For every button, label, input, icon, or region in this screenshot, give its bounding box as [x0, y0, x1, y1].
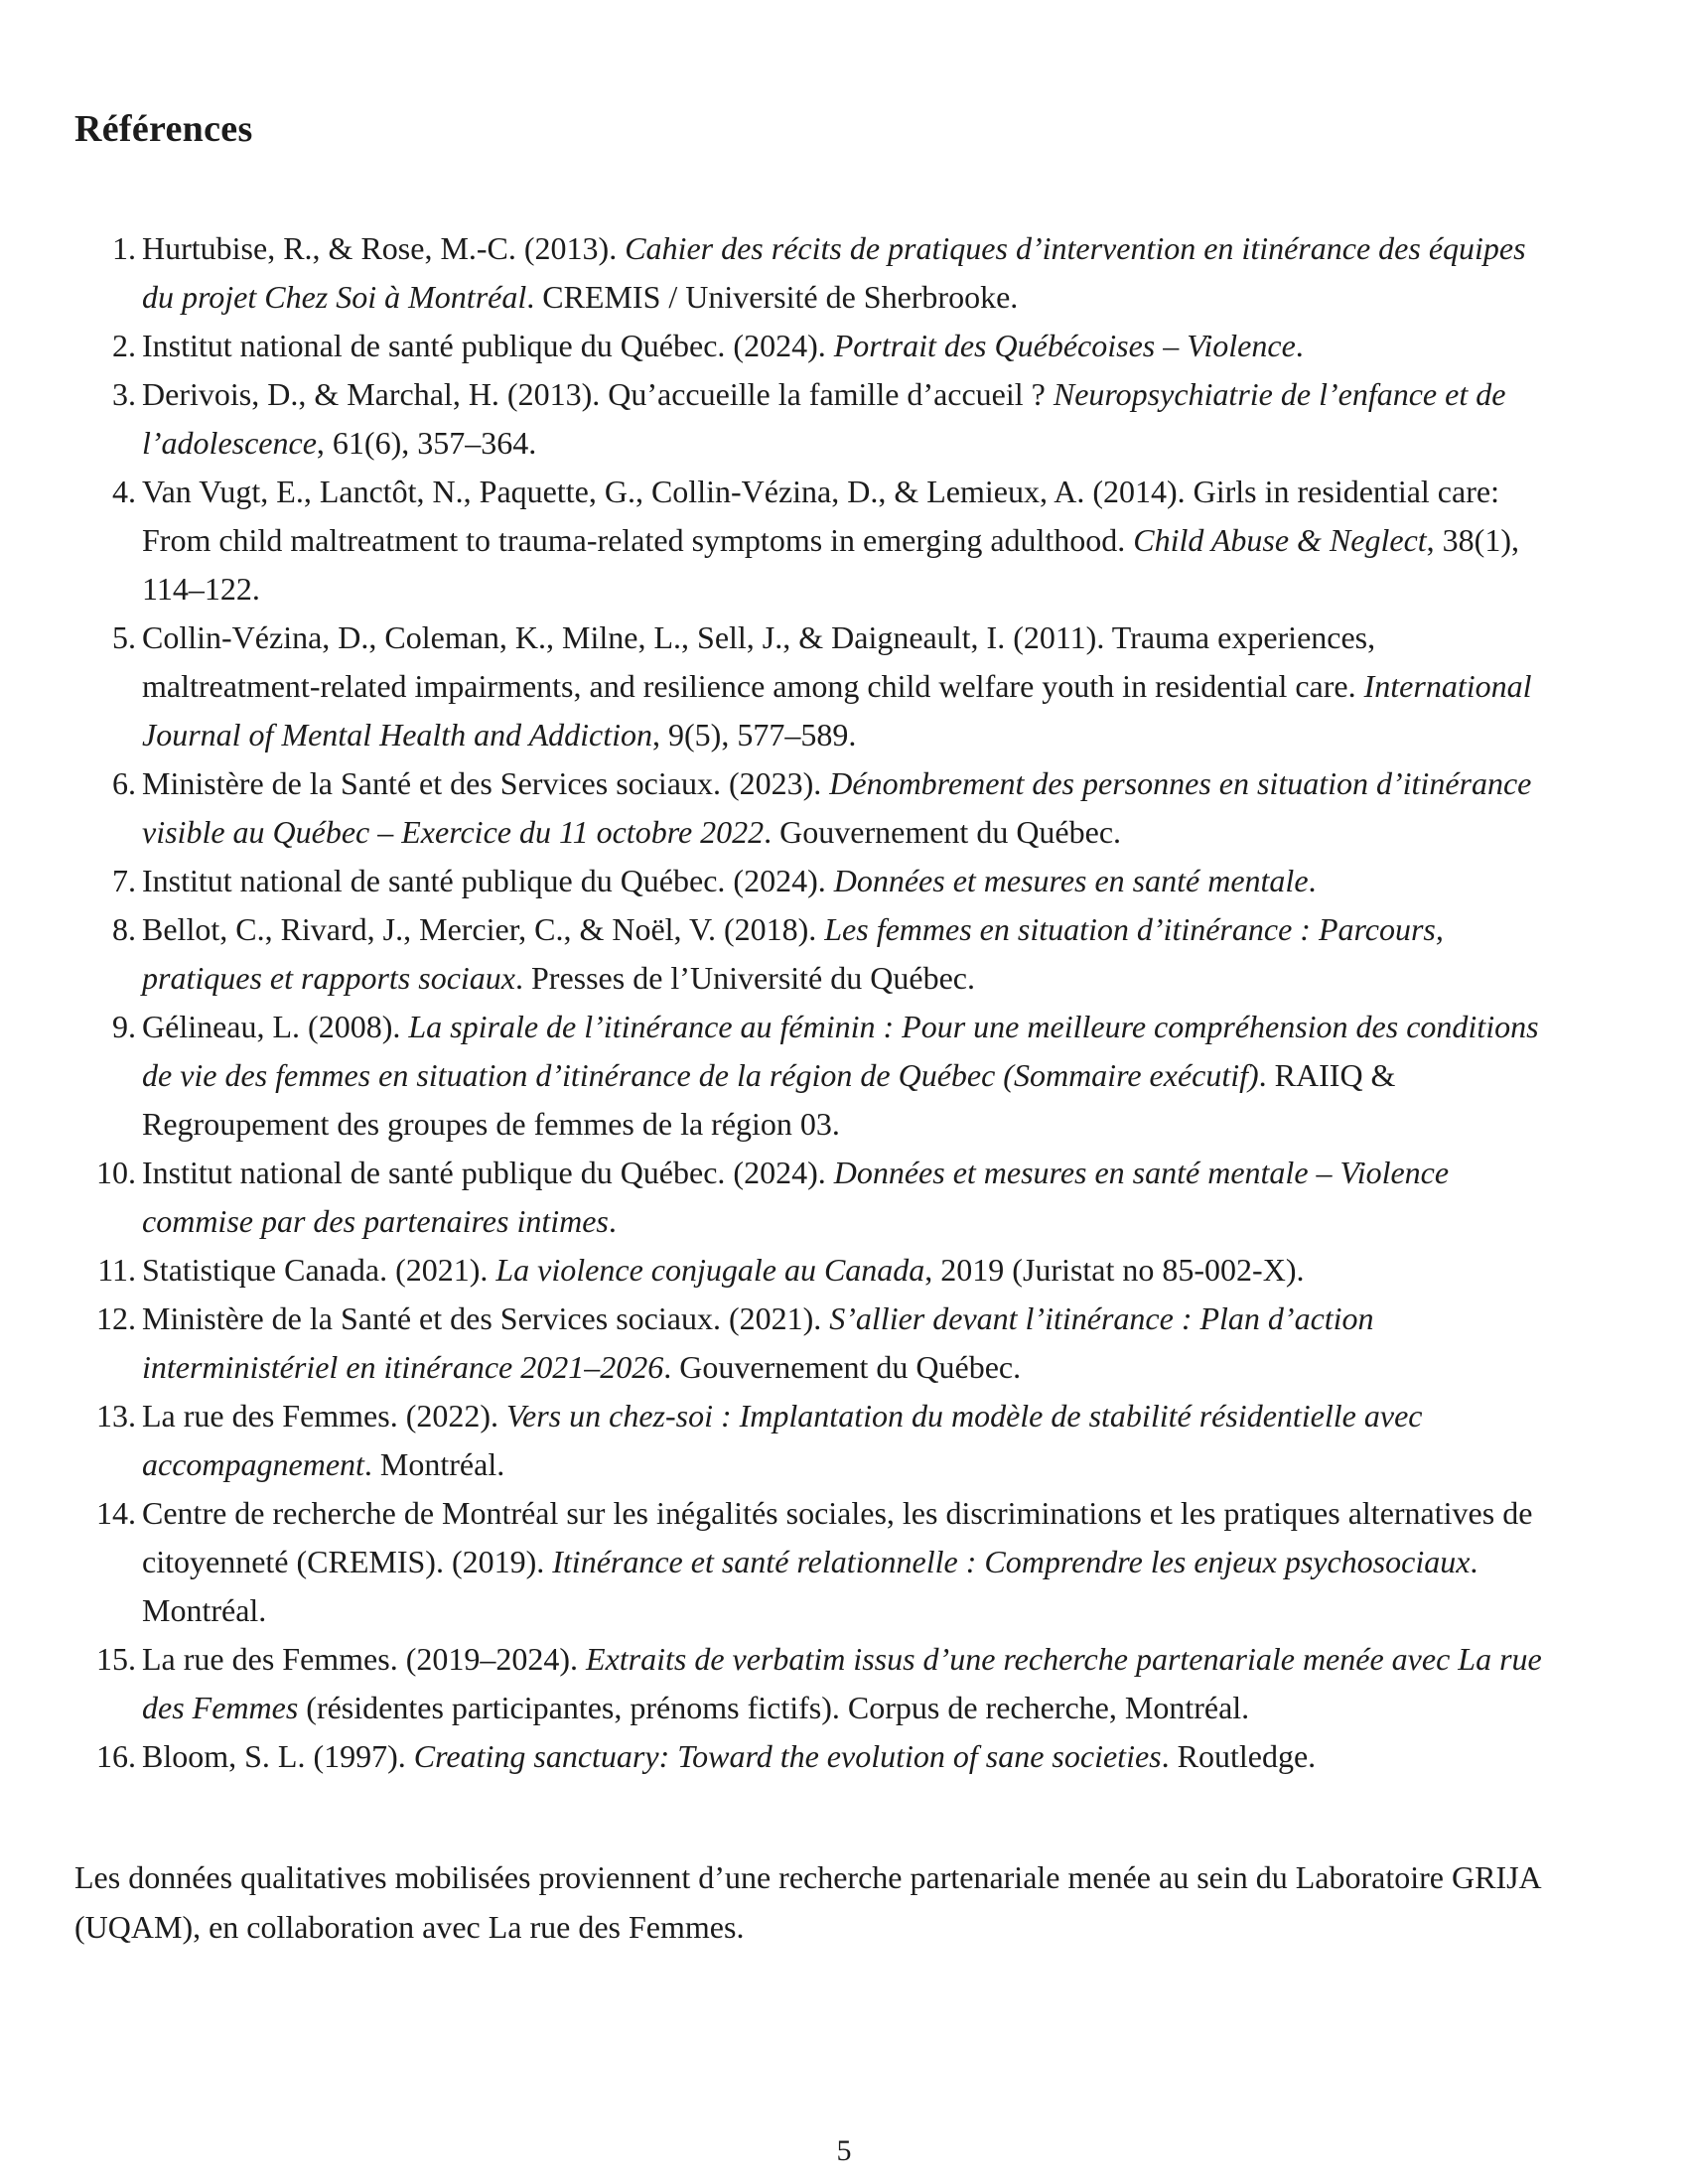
reference-text: Derivois, D., & Marchal, H. (2013). Qu’accueille la famille d’accueil ? — [142, 376, 1054, 412]
reference-item — [112, 224, 1559, 322]
reference-text: . — [1295, 328, 1304, 363]
reference-text: Collin-Vézina, D., Coleman, K., Milne, L., Sell, J., & Daigneault, I. (2011). Trauma experiences, maltreatment-related impairments, and resilience among child welfare youth in residential care. — [142, 619, 1376, 704]
reference-text: . Montréal. — [363, 1446, 505, 1482]
reference-item — [112, 857, 1559, 905]
reference-text: Ministère de la Santé et des Services sociaux. (2021). — [142, 1300, 830, 1336]
reference-number: 3. — [112, 376, 136, 412]
reference-title-italic: Portrait des Québécoises – Violence — [833, 328, 1296, 363]
reference-item — [97, 1246, 1559, 1295]
reference-item — [96, 1149, 1559, 1246]
reference-text: . Gouvernement du Québec. — [764, 814, 1122, 850]
reference-text: Institut national de santé publique du Québec. (2024). — [142, 863, 834, 898]
reference-title-italic: Données et mesures en santé mentale — [833, 863, 1309, 898]
reference-number: 1. — [112, 230, 136, 266]
reference-item — [112, 322, 1559, 370]
reference-title-italic: Vers un chez-soi : Implantation du modèle de stabilité résidentielle avec accompagnement — [142, 1398, 1423, 1482]
reference-text: . — [1308, 863, 1317, 898]
reference-title-italic: Creating sanctuary: Toward the evolution of sane societies — [413, 1738, 1162, 1774]
reference-title-italic: Neuropsychiatrie de l’enfance et de l’adolescence — [142, 376, 1506, 461]
reference-text: . Routledge. — [1161, 1738, 1317, 1774]
reference-number: 15. — [96, 1641, 136, 1677]
reference-text: Hurtubise, R., & Rose, M.-C. (2013). — [142, 230, 626, 266]
reference-number: 5. — [112, 619, 136, 655]
reference-number: 12. — [96, 1300, 136, 1336]
reference-item — [96, 1489, 1559, 1635]
reference-title-italic: La spirale de l’itinérance au féminin : Pour une meilleure compréhension des conditions de vie des femmes en situation d’itinérance de la région de Québec (Sommaire exécutif) — [142, 1009, 1539, 1093]
reference-number: 4. — [112, 474, 136, 509]
reference-item — [112, 759, 1559, 857]
reference-item — [112, 614, 1559, 759]
reference-item — [96, 1392, 1559, 1489]
reference-number: 8. — [112, 911, 136, 947]
reference-text: Van Vugt, E., Lanctôt, N., Paquette, G., Collin-Vézina, D., & Lemieux, A. (2014). Girls in residential care: From child maltreatment to trauma-related symptoms in emerging adulthood. — [142, 474, 1499, 558]
reference-item — [96, 1295, 1559, 1392]
reference-text: La rue des Femmes. (2022). — [142, 1398, 507, 1433]
reference-text: . — [608, 1203, 617, 1239]
page-number: 5 — [836, 2134, 852, 2167]
reference-text: . RAIIQ & Regroupement des groupes de femmes de la région 03. — [142, 1057, 1396, 1142]
reference-number: 16. — [96, 1738, 136, 1774]
reference-title-italic: International Journal of Mental Health and Addiction — [142, 668, 1532, 752]
reference-title-italic: Child Abuse & Neglect — [1133, 522, 1427, 558]
reference-item — [112, 468, 1559, 614]
reference-title-italic: Cahier des récits de pratiques d’intervention en itinérance des équipes du projet Chez Soi à Montréal — [142, 230, 1526, 315]
reference-text: . CREMIS / Université de Sherbrooke. — [526, 279, 1019, 315]
reference-title-italic: Dénombrement des personnes en situation d’itinérance visible au Québec – Exercice du 11 octobre 2022 — [142, 765, 1532, 850]
reference-item — [112, 370, 1559, 468]
reference-text: Centre de recherche de Montréal sur les inégalités sociales, les discriminations et les pratiques alternatives de citoyenneté (CREMIS). (2019). — [142, 1495, 1533, 1579]
reference-number: 10. — [96, 1155, 136, 1190]
reference-title-italic: Itinérance et santé relationnelle : Comprendre les enjeux psychosociaux — [552, 1544, 1471, 1579]
reference-text: , 2019 (Juristat no 85-002-X). — [924, 1252, 1305, 1288]
reference-title-italic: Données et mesures en santé mentale – Violence commise par des partenaires intimes — [142, 1155, 1450, 1239]
reference-text: Gélineau, L. (2008). — [142, 1009, 409, 1044]
reference-title-italic: Les femmes en situation d’itinérance : Parcours, pratiques et rapports sociaux — [142, 911, 1444, 996]
references-list — [74, 224, 1559, 1781]
reference-text: La rue des Femmes. (2019–2024). — [142, 1641, 587, 1677]
reference-item — [96, 1635, 1559, 1732]
reference-text: Institut national de santé publique du Québec. (2024). — [142, 1155, 834, 1190]
reference-text: (résidentes participantes, prénoms fictifs). Corpus de recherche, Montréal. — [298, 1690, 1250, 1725]
reference-text: Bloom, S. L. (1997). — [142, 1738, 414, 1774]
reference-number: 13. — [96, 1398, 136, 1433]
reference-number: 9. — [112, 1009, 136, 1044]
reference-number: 6. — [112, 765, 136, 801]
reference-text: , 38(1), 114–122. — [142, 522, 1519, 607]
reference-number: 2. — [112, 328, 136, 363]
reference-text: , 61(6), 357–364. — [316, 425, 537, 461]
reference-text: . Gouvernement du Québec. — [663, 1349, 1022, 1385]
reference-item — [112, 905, 1559, 1003]
reference-title-italic: S’allier devant l’itinérance : Plan d’action interministériel en itinérance 2021–2026 — [142, 1300, 1374, 1385]
reference-text: Institut national de santé publique du Québec. (2024). — [142, 328, 834, 363]
reference-title-italic: La violence conjugale au Canada — [495, 1252, 925, 1288]
reference-text: , 9(5), 577–589. — [652, 717, 857, 752]
reference-number: 14. — [96, 1495, 136, 1531]
reference-item — [112, 1003, 1559, 1149]
reference-text: Bellot, C., Rivard, J., Mercier, C., & Noël, V. (2018). — [142, 911, 825, 947]
reference-title-italic: Extraits de verbatim issus d’une recherche partenariale menée avec La rue des Femmes — [142, 1641, 1542, 1725]
footnote-text: Les données qualitatives mobilisées proviennent d’une recherche partenariale menée au sein du Laboratoire GRIJA (UQAM), en collaboration avec La rue des Femmes. — [74, 1859, 1540, 1945]
reference-number: 7. — [112, 863, 136, 898]
reference-text: Ministère de la Santé et des Services sociaux. (2023). — [142, 765, 830, 801]
reference-text: . Montréal. — [142, 1544, 1478, 1628]
reference-number: 11. — [97, 1252, 136, 1288]
reference-text: Statistique Canada. (2021). — [142, 1252, 496, 1288]
reference-text: . Presses de l’Université du Québec. — [514, 960, 975, 996]
page-title: Références — [74, 108, 253, 150]
reference-item — [96, 1732, 1559, 1781]
